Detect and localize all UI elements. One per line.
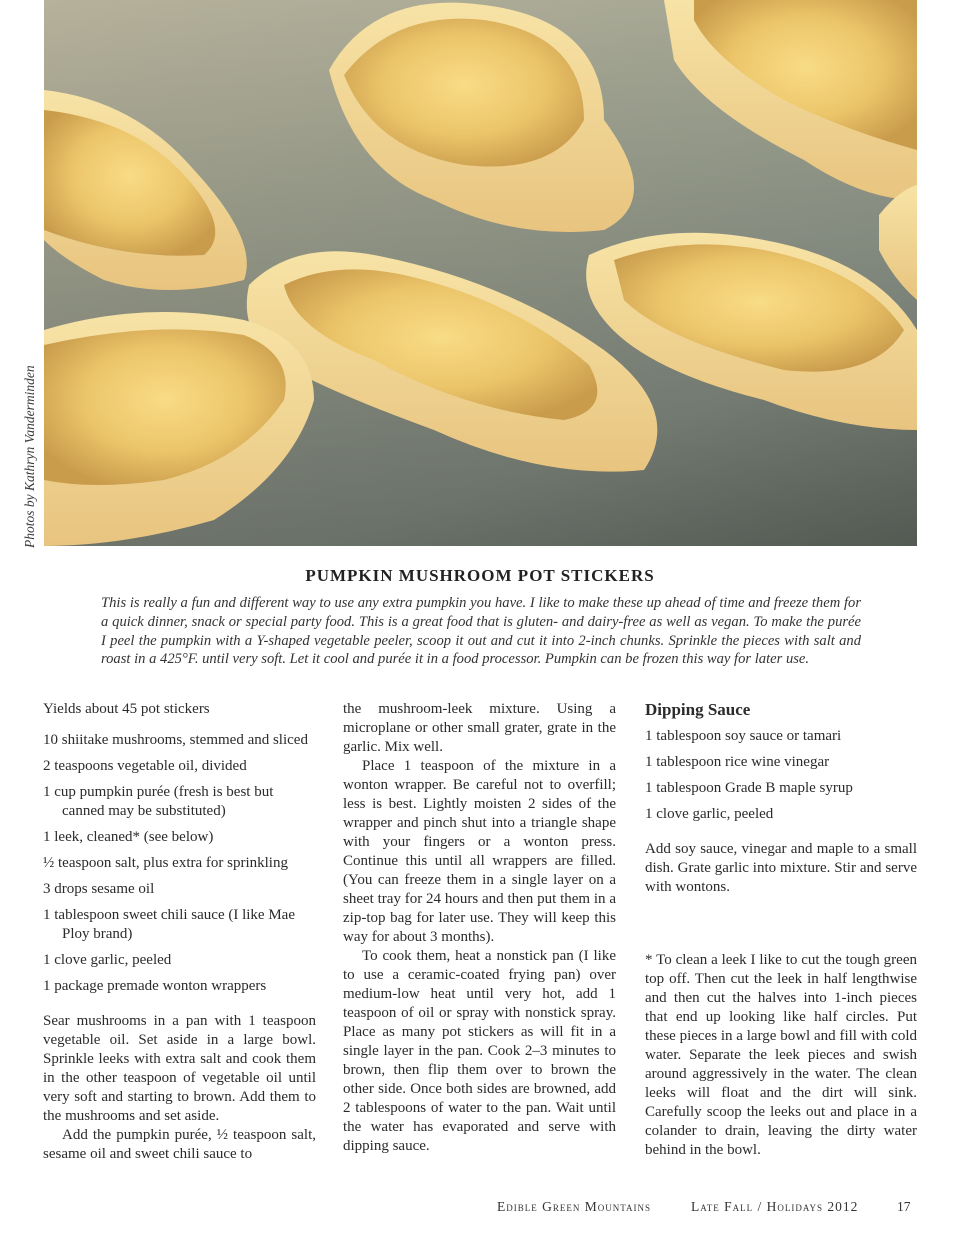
ingredient-item: 2 teaspoons vegetable oil, divided (43, 758, 247, 774)
ingredient-item: 1 leek, cleaned* (see below) (43, 829, 214, 845)
sauce-method: Add soy sauce, vinegar and maple to a small dish. Grate garlic into mixture. Stir and serve with wontons. (645, 841, 917, 895)
hero-photo (44, 0, 917, 546)
recipe-title: PUMPKIN MUSHROOM POT STICKERS (305, 566, 655, 585)
spacer (43, 1003, 316, 1012)
footer-magazine: Edible Green Mountains (497, 1199, 652, 1214)
method-step: To cook them, heat a nonstick pan (I like to use a ceramic-coated frying pan) over medium-low heat until very hot, add 1 teaspoon of oil or spray with nonstick spray. Place as many pot stickers as will fit in a single layer in the pan. Cook 2–3 minutes to brown, then flip them over to brown the other side. Once both sides are browned, add 2 tablespoons of water to the pan. Wait until the water has evaporated and serve with dipping sauce. (343, 948, 616, 1154)
ingredient-item: 1 tablespoon sweet chili sauce (I like Mae Ploy brand) (43, 907, 295, 942)
method-step: Place 1 teaspoon of the mixture in a wonton wrapper. Be careful not to overfill; less is best. Lightly moisten 2 sides of the wrapper and pinch shut into a triangle shape with your fingers or a wonton press. Continue this until all wrappers are filled. (You can freeze them in a single layer on a sheet tray for 24 hours and then put them in a zip-top bag for later use. They will keep this way for about 3 months). (343, 758, 616, 945)
method-step: Add the pumpkin purée, ½ teaspoon salt, sesame oil and sweet chili sauce to (43, 1127, 316, 1162)
ingredient-item: 1 cup pumpkin purée (fresh is best but canned may be substituted) (43, 784, 274, 819)
recipe-yield: Yields about 45 pot stickers (43, 701, 210, 717)
ingredient-item: 1 clove garlic, peeled (43, 952, 172, 968)
method-step: the mushroom-leek mixture. Using a microplane or other small grater, grate in the garlic. Mix well. (343, 701, 616, 755)
photo-credit: Photos by Kathryn Vanderminden (22, 365, 37, 548)
sauce-column (645, 700, 917, 1160)
footer-issue: Late Fall / Holidays 2012 (691, 1199, 859, 1214)
ingredient-item: ½ teaspoon salt, plus extra for sprinkling (43, 855, 288, 871)
ingredients-column (43, 700, 316, 1164)
sauce-ingredient: 1 tablespoon rice wine vinegar (645, 754, 830, 770)
recipe-intro: This is really a fun and different way to use any extra pumpkin you have. I like to make these up ahead of time and freeze them for a quick dinner, snack or special party food. This is a great food that is gluten- and dairy-free as well as vegan. To make the purée I peel the pumpkin with a Y-shaped vegetable peeler, scoop it out and cut it into 2-inch chunks. Sprinkle the pieces with salt and roast in a 425°F. until very soft. Let it cool and purée it in a food processor. Pumpkin can be frozen this way for later use. (101, 595, 861, 668)
page-number: 17 (897, 1199, 911, 1214)
ingredient-item: 10 shiitake mushrooms, stemmed and sliced (43, 732, 308, 748)
method-step: Sear mushrooms in a pan with 1 teaspoon vegetable oil. Set aside in a large bowl. Sprinkle leeks with extra salt and cook them in the other teaspoon of vegetable oil until very soft and starting to brown. Add them to the mushrooms and set aside. (43, 1013, 316, 1124)
method-column (343, 700, 616, 1156)
sauce-heading: Dipping Sauce (645, 700, 751, 719)
sauce-ingredient: 1 clove garlic, peeled (645, 806, 774, 822)
sauce-ingredient: 1 tablespoon Grade B maple syrup (645, 780, 853, 796)
sauce-ingredient: 1 tablespoon soy sauce or tamari (645, 728, 842, 744)
ingredient-item: 1 package premade wonton wrappers (43, 978, 267, 994)
spacer (645, 831, 917, 840)
ingredient-item: 3 drops sesame oil (43, 881, 155, 897)
leek-footnote: * To clean a leek I like to cut the tough green top off. Then cut the leek in half lengthwise and then cut the halves into 1-inch pieces that end up looking like half circles. Put these pieces in a large bowl and fill with cold water. Separate the leek pieces and swish around aggressively in the water. The clean leeks will float and the dirt will sink. Carefully scoop the leeks out and place in a colander to drain, leaving the dirty water behind in the bowl. (645, 952, 917, 1158)
